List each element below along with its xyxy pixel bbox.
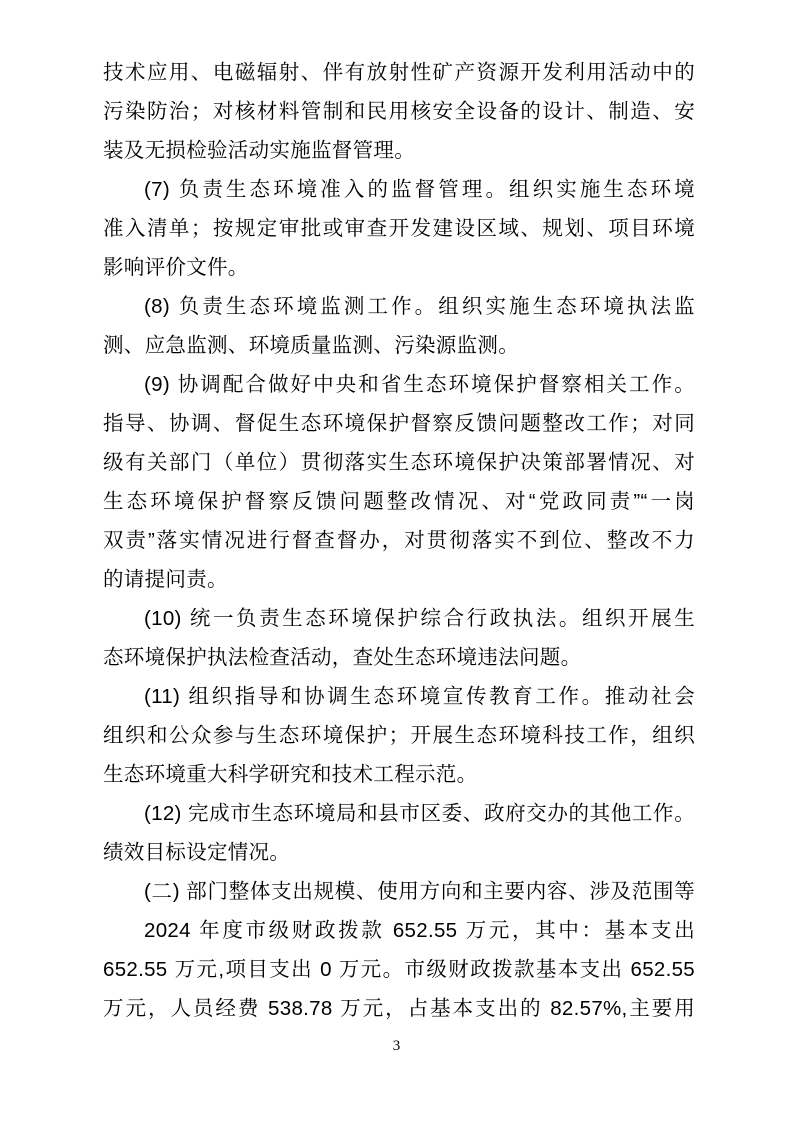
paragraph (103, 599, 695, 677)
text-line: 影响评价文件。 (103, 256, 249, 279)
text-line: 双责”落实情况进行督查督办，对贯彻落实不到位、整改不力 (103, 529, 695, 552)
text-line: 测、应急监测、环境质量监测、污染源监测。 (103, 334, 519, 357)
text-line: 2024 年度市级财政拨款 652.55 万元，其中：基本支出 (144, 919, 695, 942)
text-line: 652.55 万元,项目支出 0 万元。市级财政拨款基本支出 652.55 (103, 958, 695, 981)
paragraph (103, 911, 695, 1028)
text-line: (二) 部门整体支出规模、使用方向和主要内容、涉及范围等 (144, 880, 695, 903)
paragraph (103, 794, 695, 872)
text-line: (11) 组织指导和协调生态环境宣传教育工作。推动社会 (144, 685, 695, 708)
text-line: (9) 协调配合做好中央和省生态环境保护督察相关工作。 (144, 373, 695, 396)
text-line: (10) 统一负责生态环境保护综合行政执法。组织开展生 (144, 607, 695, 630)
paragraph (103, 170, 695, 287)
paragraph (103, 287, 695, 365)
paragraph (103, 677, 695, 794)
text-line: 指导、协调、督促生态环境保护督察反馈问题整改工作；对同 (103, 412, 695, 435)
text-line: 态环境保护执法检查活动，查处生态环境违法问题。 (103, 646, 582, 669)
text-line: (8) 负责生态环境监测工作。组织实施生态环境执法监 (144, 295, 695, 318)
text-line: 生态环境保护督察反馈问题整改情况、对“党政同责”“一岗 (103, 490, 695, 513)
text-line: 生态环境重大科学研究和技术工程示范。 (103, 763, 478, 786)
text-line: 装及无损检验活动实施监督管理。 (103, 139, 415, 162)
paragraph (103, 872, 695, 911)
text-line: 级有关部门（单位）贯彻落实生态环境保护决策部署情况、对 (103, 451, 695, 474)
paragraph (103, 365, 695, 599)
text-line: 污染防治；对核材料管制和民用核安全设备的设计、制造、安 (103, 100, 695, 123)
page-number: 3 (392, 1038, 401, 1054)
text-line: 绩效目标设定情况。 (103, 841, 291, 864)
document-body (103, 53, 695, 1028)
text-line: 准入清单；按规定审批或审查开发建设区域、规划、项目环境 (103, 217, 695, 240)
text-line: 技术应用、电磁辐射、伴有放射性矿产资源开发利用活动中的 (103, 61, 695, 84)
paragraph (103, 53, 695, 170)
text-line: (7) 负责生态环境准入的监督管理。组织实施生态环境 (144, 178, 695, 201)
text-line: 的请提问责。 (103, 568, 228, 591)
text-line: 万元，人员经费 538.78 万元，占基本支出的 82.57%,主要用 (103, 997, 695, 1020)
text-line: (12) 完成市生态环境局和县市区委、政府交办的其他工作。 (144, 802, 695, 825)
text-line: 组织和公众参与生态环境保护；开展生态环境科技工作，组织 (103, 724, 695, 747)
